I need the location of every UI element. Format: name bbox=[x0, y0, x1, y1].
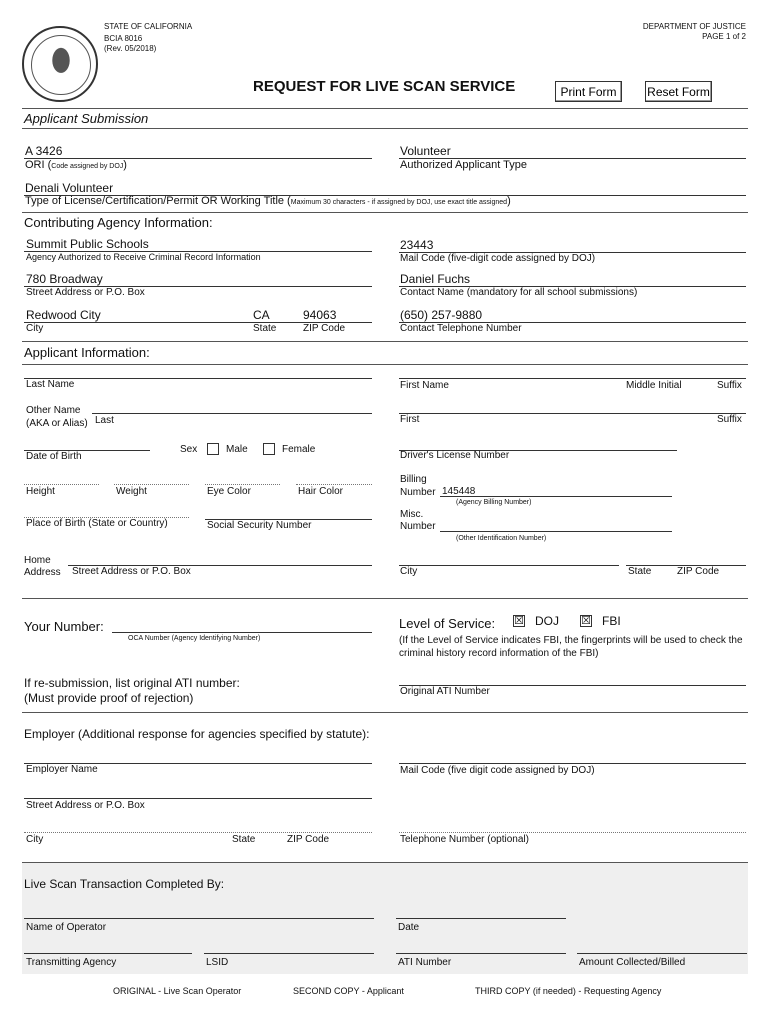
mail-code-value[interactable]: 23443 bbox=[400, 238, 434, 252]
billing-number-label: Number bbox=[400, 487, 436, 498]
billing-sub-label: (Agency Billing Number) bbox=[456, 499, 532, 506]
misc-label: Misc. bbox=[400, 509, 424, 520]
home-zip-label: ZIP Code bbox=[677, 566, 720, 577]
zip-label: ZIP Code bbox=[303, 323, 346, 334]
ati-number-label: ATI Number bbox=[398, 957, 452, 968]
aka-last-line[interactable] bbox=[92, 413, 372, 414]
other-name-label: Other Name bbox=[26, 405, 81, 416]
footer-original: ORIGINAL - Live Scan Operator bbox=[113, 986, 242, 996]
home-city-label: City bbox=[400, 566, 418, 577]
hair-color-line[interactable] bbox=[296, 484, 372, 485]
sex-label: Sex bbox=[180, 444, 198, 455]
billing-number-value[interactable]: 145448 bbox=[442, 486, 476, 497]
contact-name-label: Contact Name (mandatory for all school submissions) bbox=[400, 287, 638, 298]
home-label: Home bbox=[24, 555, 51, 566]
divider bbox=[22, 108, 748, 109]
divider bbox=[22, 128, 748, 129]
form-revision: (Rev. 05/2018) bbox=[104, 44, 157, 53]
transmitting-agency-label: Transmitting Agency bbox=[26, 957, 117, 968]
aka-label: (AKA or Alias) bbox=[26, 418, 88, 429]
operator-line[interactable] bbox=[24, 918, 374, 919]
department-label: DEPARTMENT OF JUSTICE bbox=[642, 22, 746, 31]
divider bbox=[22, 341, 748, 342]
doj-seal-logo bbox=[22, 26, 98, 102]
pob-label: Place of Birth (State or Country) bbox=[26, 518, 168, 529]
footer-second-copy: SECOND COPY - Applicant bbox=[293, 986, 404, 996]
transmitting-agency-line[interactable] bbox=[24, 953, 192, 954]
weight-line[interactable] bbox=[114, 484, 189, 485]
employer-state-label: State bbox=[232, 834, 256, 845]
phone-value[interactable]: (650) 257-9880 bbox=[400, 308, 483, 322]
state-value[interactable]: CA bbox=[253, 308, 270, 322]
divider bbox=[22, 598, 748, 599]
employer-name-label: Employer Name bbox=[26, 764, 98, 775]
live-scan-heading: Live Scan Transaction Completed By: bbox=[24, 877, 225, 891]
working-title-value[interactable]: Denali Volunteer bbox=[25, 181, 114, 195]
male-label: Male bbox=[226, 444, 248, 455]
mail-code-label: Mail Code (five-digit code assigned by DOJ) bbox=[400, 253, 596, 264]
street-label: Street Address or P.O. Box bbox=[26, 287, 145, 298]
female-label: Female bbox=[282, 444, 316, 455]
working-title-label: Type of License/Certification/Permit OR Working Title (Maximum 30 characters - if assigned by DOJ, use exact title assigned) bbox=[25, 195, 511, 207]
amount-label: Amount Collected/Billed bbox=[579, 957, 686, 968]
ori-label: ORI (Code assigned by DOJ) bbox=[25, 159, 127, 171]
print-form-button[interactable]: Print Form bbox=[555, 81, 622, 102]
employer-phone-line[interactable] bbox=[399, 832, 746, 833]
home-street-label: Street Address or P.O. Box bbox=[72, 566, 191, 577]
employer-zip-label: ZIP Code bbox=[287, 834, 330, 845]
first-name-line[interactable] bbox=[399, 378, 746, 379]
date-line[interactable] bbox=[396, 918, 566, 919]
employer-city-label: City bbox=[26, 834, 44, 845]
employer-phone-label: Telephone Number (optional) bbox=[400, 834, 529, 845]
address-label: Address bbox=[24, 567, 61, 578]
zip-value[interactable]: 94063 bbox=[303, 308, 337, 322]
lsid-line[interactable] bbox=[204, 953, 374, 954]
employer-street-label: Street Address or P.O. Box bbox=[26, 800, 145, 811]
misc-line[interactable] bbox=[440, 531, 672, 532]
level-of-service-label: Level of Service: bbox=[399, 616, 496, 631]
applicant-submission-heading: Applicant Submission bbox=[24, 111, 149, 126]
middle-initial-label: Middle Initial bbox=[626, 380, 682, 391]
applicant-type-value[interactable]: Volunteer bbox=[400, 144, 451, 158]
eye-color-line[interactable] bbox=[205, 484, 280, 485]
employer-heading: Employer (Additional response for agencies specified by statute): bbox=[24, 727, 370, 741]
agency-label: Agency Authorized to Receive Criminal Record Information bbox=[26, 252, 261, 262]
fbi-checkbox[interactable]: ☒ bbox=[581, 615, 591, 627]
contact-name-value[interactable]: Daniel Fuchs bbox=[400, 272, 471, 286]
form-title: REQUEST FOR LIVE SCAN SERVICE bbox=[253, 78, 516, 95]
dob-label: Date of Birth bbox=[26, 451, 82, 462]
employer-mail-line[interactable] bbox=[399, 763, 746, 764]
city-value[interactable]: Redwood City bbox=[26, 308, 101, 322]
ati-number-line[interactable] bbox=[396, 953, 566, 954]
dl-label: Driver's License Number bbox=[400, 450, 510, 461]
aka-first-label: First bbox=[400, 414, 420, 425]
date-label: Date bbox=[398, 922, 420, 933]
employer-street-line[interactable] bbox=[24, 798, 372, 799]
state-label: STATE OF CALIFORNIA bbox=[104, 22, 193, 31]
lsid-label: LSID bbox=[206, 957, 229, 968]
hair-color-label: Hair Color bbox=[298, 486, 344, 497]
page-number: PAGE 1 of 2 bbox=[702, 32, 746, 41]
form-number: BCIA 8016 bbox=[104, 34, 143, 43]
billing-label: Billing bbox=[400, 474, 427, 485]
oca-line[interactable] bbox=[112, 632, 372, 633]
applicant-info-heading: Applicant Information: bbox=[24, 345, 150, 360]
aka-first-line[interactable] bbox=[399, 413, 746, 414]
city-label: City bbox=[26, 323, 44, 334]
street-value[interactable]: 780 Broadway bbox=[26, 272, 103, 286]
fbi-note-line1: (If the Level of Service indicates FBI, the fingerprints will be used to check the bbox=[399, 635, 743, 646]
ori-value[interactable]: A 3426 bbox=[25, 144, 63, 158]
resubmission-line2: (Must provide proof of rejection) bbox=[24, 691, 194, 705]
agency-value[interactable]: Summit Public Schools bbox=[26, 237, 149, 251]
fbi-label: FBI bbox=[602, 614, 621, 628]
doj-label: DOJ bbox=[535, 614, 559, 628]
misc-sub-label: (Other Identification Number) bbox=[456, 535, 547, 542]
first-name-label: First Name bbox=[400, 380, 449, 391]
reset-form-button[interactable]: Reset Form bbox=[645, 81, 712, 102]
female-checkbox[interactable] bbox=[263, 443, 275, 455]
home-city-line[interactable] bbox=[399, 565, 619, 566]
male-checkbox[interactable] bbox=[207, 443, 219, 455]
applicant-type-label: Authorized Applicant Type bbox=[400, 159, 527, 171]
ssn-label: Social Security Number bbox=[207, 520, 312, 531]
oca-label: OCA Number (Agency Identifying Number) bbox=[128, 635, 261, 642]
divider bbox=[22, 862, 748, 863]
divider bbox=[22, 364, 748, 365]
doj-checkbox[interactable]: ☒ bbox=[514, 615, 524, 627]
phone-label: Contact Telephone Number bbox=[400, 323, 522, 334]
divider bbox=[22, 712, 748, 713]
employer-mail-label: Mail Code (five digit code assigned by DOJ) bbox=[400, 765, 595, 776]
state-label: State bbox=[253, 323, 277, 334]
suffix-label: Suffix bbox=[717, 380, 742, 391]
height-label: Height bbox=[26, 486, 55, 497]
last-name-label: Last Name bbox=[26, 379, 75, 390]
aka-suffix-label: Suffix bbox=[717, 414, 742, 425]
amount-line[interactable] bbox=[577, 953, 747, 954]
employer-city-line[interactable] bbox=[24, 832, 372, 833]
your-number-label: Your Number: bbox=[24, 619, 104, 634]
fbi-note-line2: criminal history record information of the FBI) bbox=[399, 648, 599, 659]
aka-last-label: Last bbox=[95, 415, 114, 426]
weight-label: Weight bbox=[116, 486, 147, 497]
ati-label: Original ATI Number bbox=[400, 686, 490, 697]
height-line[interactable] bbox=[24, 484, 99, 485]
misc-number-label: Number bbox=[400, 521, 436, 532]
resubmission-line1: If re-submission, list original ATI number: bbox=[24, 676, 240, 690]
divider bbox=[22, 212, 748, 213]
eye-color-label: Eye Color bbox=[207, 486, 251, 497]
contributing-agency-heading: Contributing Agency Information: bbox=[24, 215, 213, 230]
operator-label: Name of Operator bbox=[26, 922, 107, 933]
home-state-label: State bbox=[628, 566, 652, 577]
billing-line bbox=[440, 496, 672, 497]
last-name-line[interactable] bbox=[24, 378, 372, 379]
footer-third-copy: THIRD COPY (if needed) - Requesting Agency bbox=[475, 986, 662, 996]
